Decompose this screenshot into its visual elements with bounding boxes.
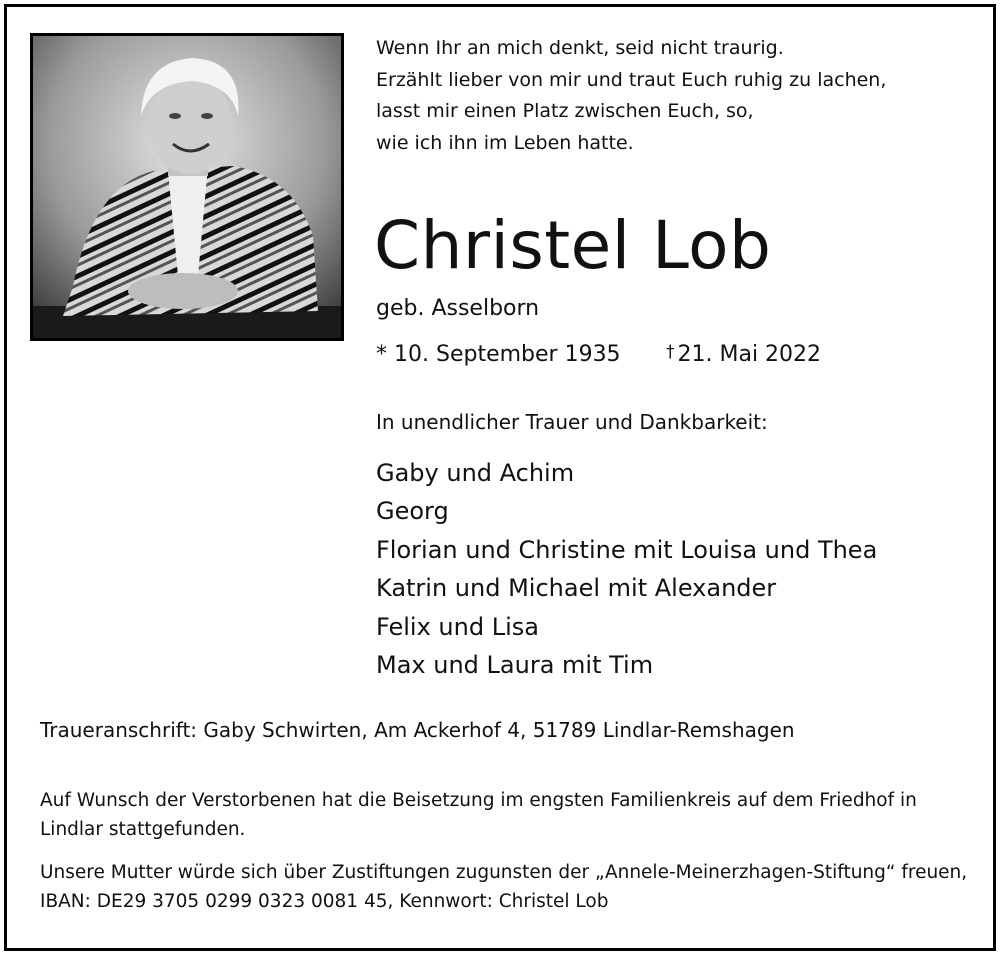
birth-name: geb. Asselborn: [376, 296, 540, 321]
mourners-intro: In unendlicher Trauer und Dankbarkeit:: [376, 410, 768, 434]
mourner-name: Max und Laura mit Tim: [376, 651, 654, 680]
portrait-image: [33, 36, 341, 338]
death-date-group: [666, 342, 821, 367]
mourner-name: Georg: [376, 497, 449, 526]
poem-line: lasst mir einen Platz zwischen Euch, so,: [376, 100, 754, 122]
dagger-icon: †: [666, 342, 675, 362]
mourner-name: Felix und Lisa: [376, 612, 539, 641]
death-date: 21. Mai 2022: [677, 342, 822, 367]
poem-line: Wenn Ihr an mich denkt, seid nicht traurig.: [376, 37, 784, 59]
burial-notice: Auf Wunsch der Verstorbenen hat die Beisetzung im engsten Familienkreis auf dem Friedhof in Lindlar stattgefunden.: [40, 790, 917, 840]
life-dates: [376, 342, 822, 367]
mourning-address: Traueranschrift: Gaby Schwirten, Am Ackerhof 4, 51789 Lindlar-Remshagen: [40, 718, 795, 742]
poem-line: wie ich ihn im Leben hatte.: [376, 131, 634, 154]
poem-line: Erzählt lieber von mir und traut Euch ruhig zu lachen,: [376, 68, 887, 91]
mourners-list: [376, 454, 877, 684]
mourner-name: Katrin und Michael mit Alexander: [376, 574, 777, 603]
mourner-name: Florian und Christine mit Louisa und Thea: [376, 535, 878, 564]
deceased-name: Christel Lob: [374, 207, 772, 284]
birth-date: * 10. September 1935: [376, 342, 621, 367]
poem: [376, 33, 886, 159]
portrait-photo: [30, 33, 344, 341]
donation-notice: Unsere Mutter würde sich über Zustiftungen zugunsten der „Annele-Meinerzhagen-Stiftung“ freuen, IBAN: DE29 3705 0299 0323 0081 45, Kennwort: Christel Lob: [40, 862, 968, 912]
mourner-name: Gaby und Achim: [376, 459, 575, 487]
